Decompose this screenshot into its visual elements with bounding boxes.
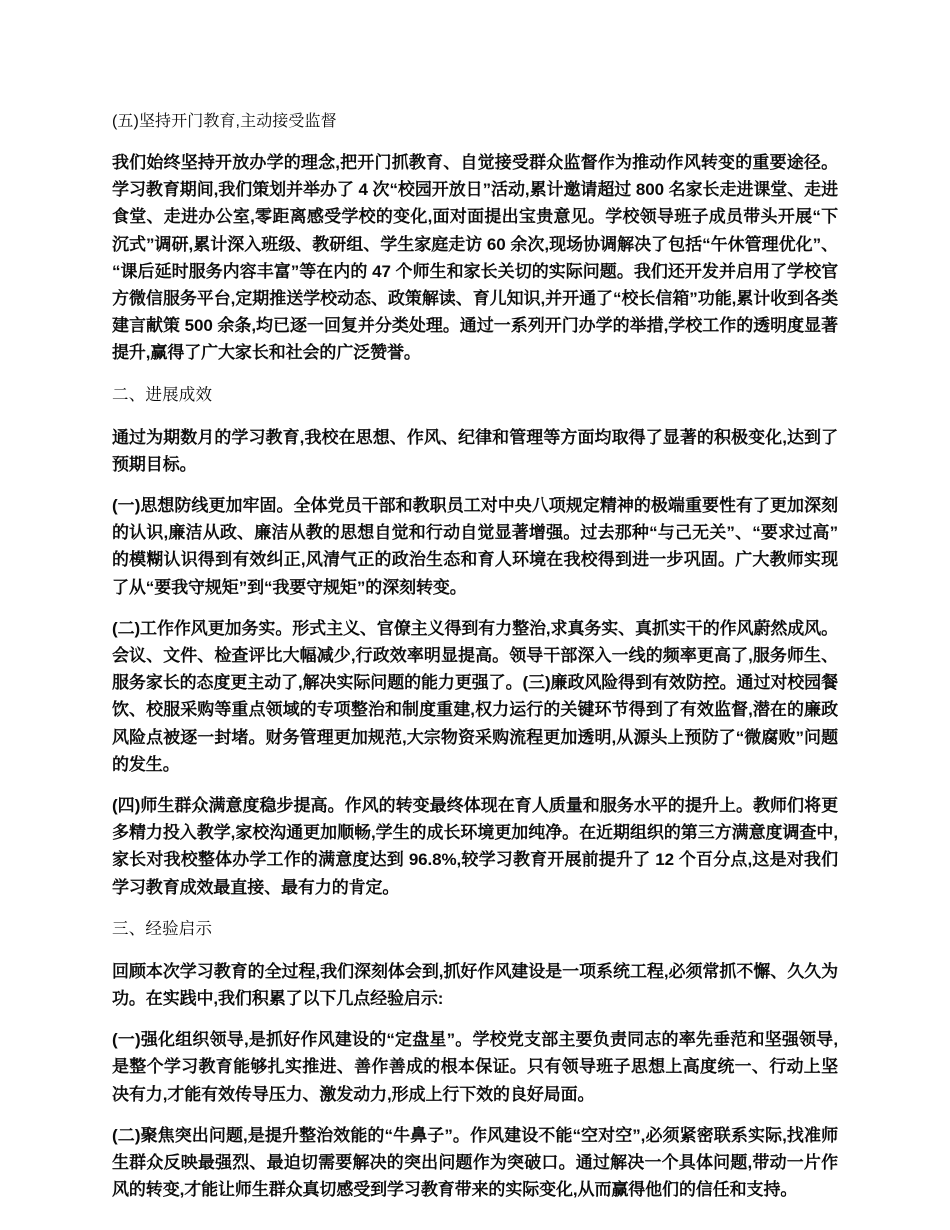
document-body: [112, 108, 838, 1204]
spacer: [112, 778, 838, 792]
spacer: [112, 943, 838, 958]
paragraph-item-two-three: (二)工作作风更加务实。形式主义、官僚主义得到有力整治,求真务实、真抓实干的作风蔚然成风。会议、文件、检查评比大幅减少,行政效率明显提高。领导干部深入一线的频率更高了,服务师生、服务家长的态度更主动了,解决实际问题的能力更强了。(三)廉政风险得到有效防控。通过对校园餐饮、校服采购等重点领域的专项整治和制度重建,权力运行的关键环节得到了有效监督,潜在的廉政风险点被逐一封堵。财务管理更加规范,大宗物资采购流程更加透明,从源头上预防了“微腐败”问题的发生。: [112, 618, 838, 774]
spacer: [112, 1108, 838, 1122]
paragraph-progress-intro: 通过为期数月的学习教育,我校在思想、作风、纪律和管理等方面均取得了显著的积极变化,达到了预期目标。: [112, 427, 838, 474]
section-heading-three: 三、经验启示: [112, 919, 213, 938]
paragraph-open-education: 我们始终坚持开放办学的理念,把开门抓教育、自觉接受群众监督作为推动作风转变的重要途径。学习教育期间,我们策划并举办了 4 次“校园开放日”活动,累计邀请超过 800 名家长走进课堂、走进食堂、走进办公室,零距离感受学校的变化,面对面提出宝贵意见。学校领导班子成员带头开展“下沉式”调研,累计深入班级、教研组、学生家庭走访 60 余次,现场协调解决了包括“午休管理优化”、“课后延时服务内容丰富”等在内的 47 个师生和家长关切的实际问题。我们还开发并启用了学校官方微信服务平台,定期推送学校动态、政策解读、育儿知识,并开通了“校长信箱”功能,累计收到各类建言献策 500 余条,均已逐一回复并分类处理。通过一系列开门办学的举措,学校工作的透明度显著提升,赢得了广大家长和社会的广泛赞誉。: [112, 153, 838, 363]
spacer: [112, 367, 838, 382]
spacer: [112, 1012, 838, 1026]
paragraph-item-four: (四)师生群众满意度稳步提高。作风的转变最终体现在育人质量和服务水平的提升上。教师们将更多精力投入教学,家校沟通更加顺畅,学生的成长环境更加纯净。在近期组织的第三方满意度调查中,家长对我校整体办学工作的满意度达到 96.8%,较学习教育开展前提升了 12 个百分点,这是对我们学习教育成效最直接、最有力的肯定。: [112, 796, 838, 897]
spacer: [112, 601, 838, 615]
section-heading-five: (五)坚持开门教育,主动接受监督: [112, 113, 337, 130]
spacer: [112, 409, 838, 424]
spacer: [112, 135, 838, 149]
paragraph-item-one: (一)思想防线更加牢固。全体党员干部和教职员工对中央八项规定精神的极端重要性有了更加深刻的认识,廉洁从政、廉洁从教的思想自觉和行动自觉显著增强。过去那种“与己无关”、“要求过高”的模糊认识得到有效纠正,风清气正的政治生态和育人环境在我校得到进一步巩固。广大教师实现了从“要我守规矩”到“我要守规矩”的深刻转变。: [112, 496, 838, 597]
spacer: [112, 901, 838, 916]
paragraph-lessons-intro: 回顾本次学习教育的全过程,我们深刻体会到,抓好作风建设是一项系统工程,必须常抓不懈、久久为功。在实践中,我们积累了以下几点经验启示:: [112, 961, 838, 1009]
section-heading-two: 二、进展成效: [112, 385, 213, 404]
paragraph-lesson-two: (二)聚焦突出问题,是提升整治效能的“牛鼻子”。作风建设不能“空对空”,必须紧密联系实际,找准师生群众反映最强烈、最迫切需要解决的突出问题作为突破口。通过解决一个具体问题,带动一片作风的转变,才能让师生群众真切感受到学习教育带来的实际变化,从而赢得他们的信任和支持。: [112, 1125, 838, 1200]
paragraph-lesson-one: (一)强化组织领导,是抓好作风建设的“定盘星”。学校党支部主要负责同志的率先垂范和坚强领导,是整个学习教育能够扎实推进、善作善成的根本保证。只有领导班子思想上高度统一、行动上坚决有力,才能有效传导压力、激发动力,形成上行下效的良好局面。: [112, 1030, 838, 1104]
spacer: [112, 478, 838, 492]
